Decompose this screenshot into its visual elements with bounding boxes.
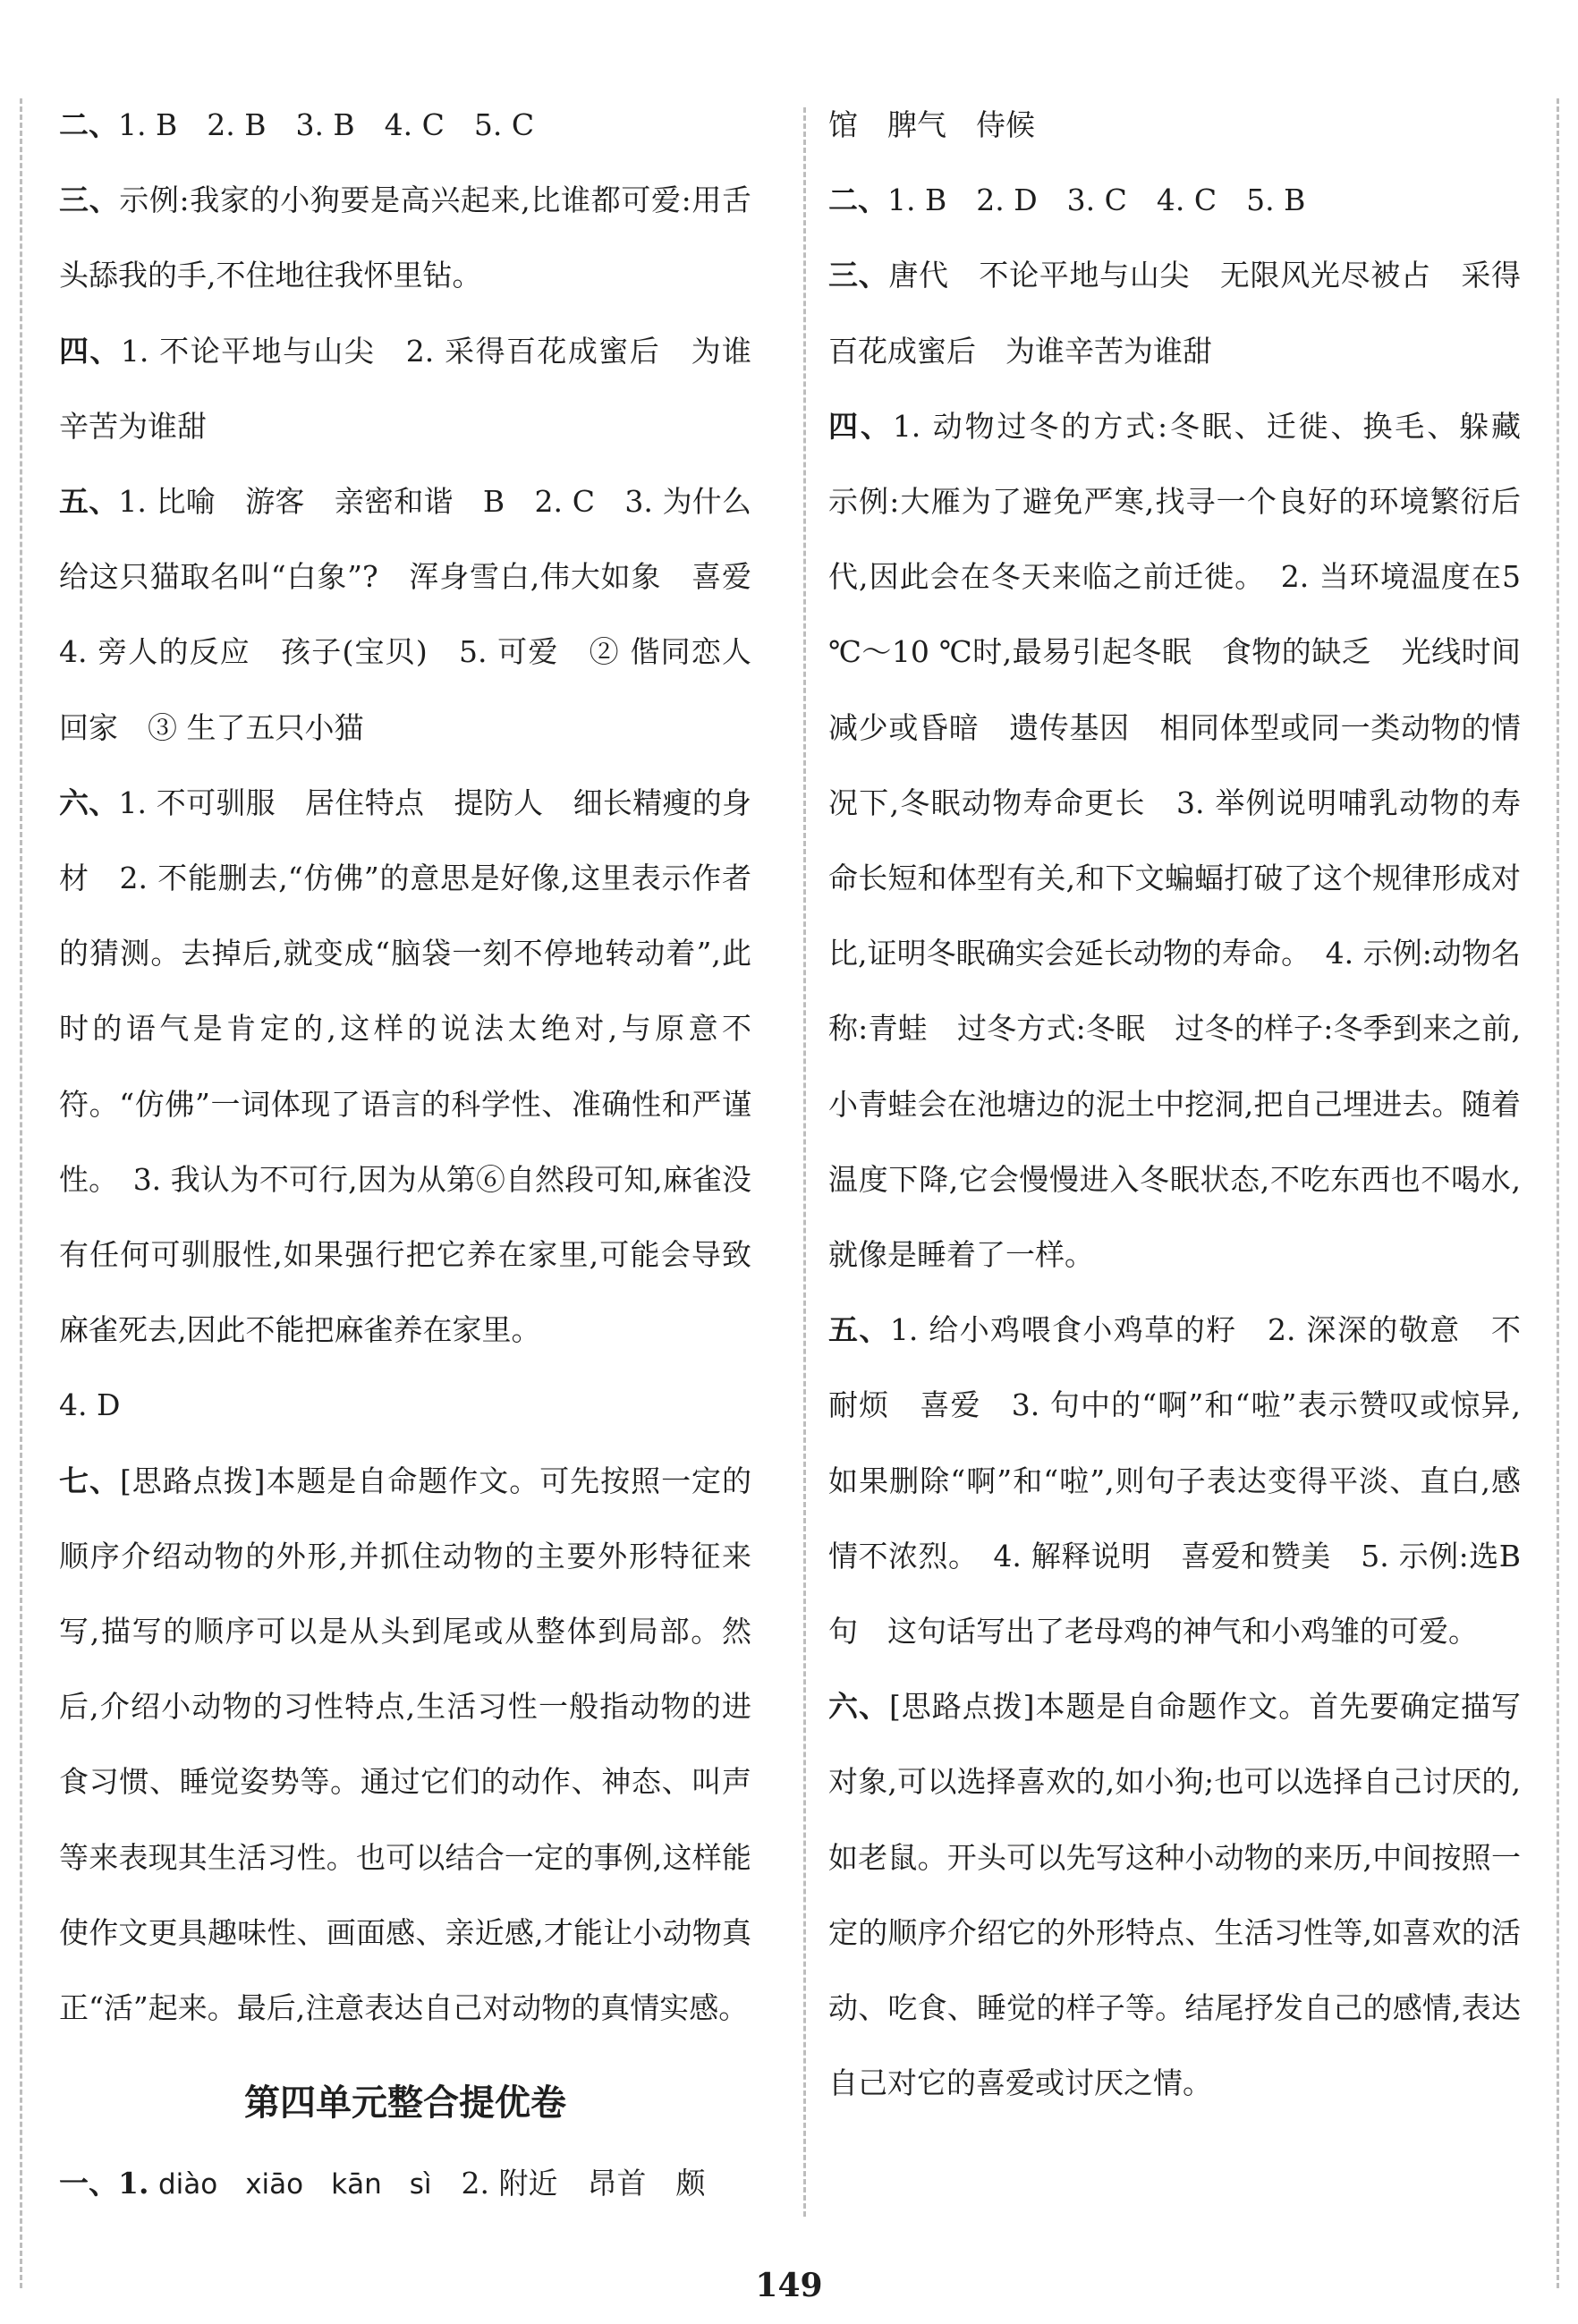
answer-section-4: 四、1. 不论平地与山尖 2. 采得百花成蜜后 为谁辛苦为谁甜 (59, 333, 752, 444)
answer-section-6-q4: 4. D (59, 1387, 121, 1423)
answer-section-5: 五、1. 比喻 游客 亲密和谐 B 2. C 3. 为什么给这只猫取名叫“白象”? 浑身雪白,伟大如象 喜爱 4. 旁人的反应 孩子(宝贝) 5. 可爱 ② 偕同恋人回家 ③ 生了五只小猫 (59, 484, 781, 745)
column-divider (803, 107, 806, 2217)
answer-section-7: 七、[思路点拨]本题是自命题作文。可先按照一定的顺序介绍动物的外形,并抓住动物的主要外形特征来写,描写的顺序可以是从头到尾或从整体到局部。然后,介绍小动物的习性特点,生活习性一般指动物的进食习惯、睡觉姿势等。通过它们的动作、神态、叫声等来表现其生活习性。也可以结合一定的事例,这样能使作文更具趣味性、画面感、亲近感,才能让小动物真正“活”起来。最后,注意表达自己对动物的真情实感。 (59, 1463, 752, 2026)
answer-section-3: 三、示例:我家的小狗要是高兴起来,比谁都可爱:用舌头舔我的手,不住地往我怀里钻。 (59, 182, 752, 293)
answer-section-6: 六、[思路点拨]本题是自命题作文。首先要确定描写对象,可以选择喜欢的,如小狗;也可以选择自己讨厌的,如老鼠。开头可以先写这种小动物的来历,中间按照一定的顺序介绍它的外形特点、生活习性等,如喜欢的活动、吃食、睡觉的样子等。结尾抒发自己的感情,表达自己对它的喜爱或讨厌之情。 (828, 1689, 1522, 2101)
answer-section-2: 二、1. B 2. B 3. B 4. C 5. C (59, 107, 535, 142)
answer-section-4: 四、1. 动物过冬的方式:冬眠、迁徙、换毛、躲藏 示例:大雁为了避免严寒,找寻一个良好的环境繁衍后代,因此会在冬天来临之前迁徙。 2. 当环境温度在5 ℃～10 ℃时,最易引起冬眠 食物的缺乏 光线时间减少或昏暗 遗传基因 相同体型或同一类动物的情况下,冬眠动物寿命更长 3. 举例说明哺乳动物的寿命长短和体型有关,和下文蝙蝠打破了这个规律形成对比,证明冬眠确实会延长动物的寿命。 4. 示例:动物名称:青蛙 过冬方式:冬眠 过冬的样子:冬季到来之前,小青蛙会在池塘边的泥土中挖洞,把自己埋进去。随着温度下降,它会慢慢进入冬眠状态,不吃东西也不喝水,就像是睡着了一样。 (828, 408, 1551, 1273)
unit-answer-section-1: 一、1. diào xiāo kān sì 2. 附近 昂首 颇 (59, 2166, 706, 2201)
pinyin-answers: diào xiāo kān sì (157, 2168, 432, 2201)
page-number: 149 (755, 2267, 823, 2304)
unit-title: 第四单元整合提优卷 (244, 2082, 566, 2125)
answer-section-5: 五、1. 给小鸡喂食小鸡草的籽 2. 深深的敬意 不耐烦 喜爱 3. 句中的“啊”和“啦”表示赞叹或惊异,如果删除“啊”和“啦”,则句子表达变得平淡、直白,感情不浓烈。 4. 解释说明 喜爱和赞美 5. 示例:选B句 这句话写出了老母鸡的神气和小鸡雏的可爱。 (828, 1312, 1522, 1650)
answer-section-6: 六、1. 不可驯服 居住特点 提防人 细长精瘦的身材 2. 不能删去,“仿佛”的意思是好像,这里表示作者的猜测。去掉后,就变成“脑袋一刻不停地转动着”,此时的语气是肯定的,这样的说法太绝对,与原意不符。“仿佛”一词体现了语言的科学性、准确性和严谨性。 3. 我认为不可行,因为从第⑥自然段可知,麻雀没有任何可驯服性,如果强行把它养在家里,可能会导致麻雀死去,因此不能把麻雀养在家里。 (59, 785, 751, 1348)
right-column (828, 88, 1551, 2121)
left-margin-divider (20, 98, 22, 2288)
left-column (59, 88, 781, 2222)
answer-section-2: 二、1. B 2. D 3. C 4. C 5. B (828, 182, 1306, 218)
answer-section-3: 三、唐代 不论平地与山尖 无限风光尽被占 采得百花成蜜后 为谁辛苦为谁甜 (828, 258, 1522, 369)
right-margin-divider (1557, 98, 1559, 2288)
continued-answer: 馆 脾气 侍候 (828, 107, 1035, 142)
